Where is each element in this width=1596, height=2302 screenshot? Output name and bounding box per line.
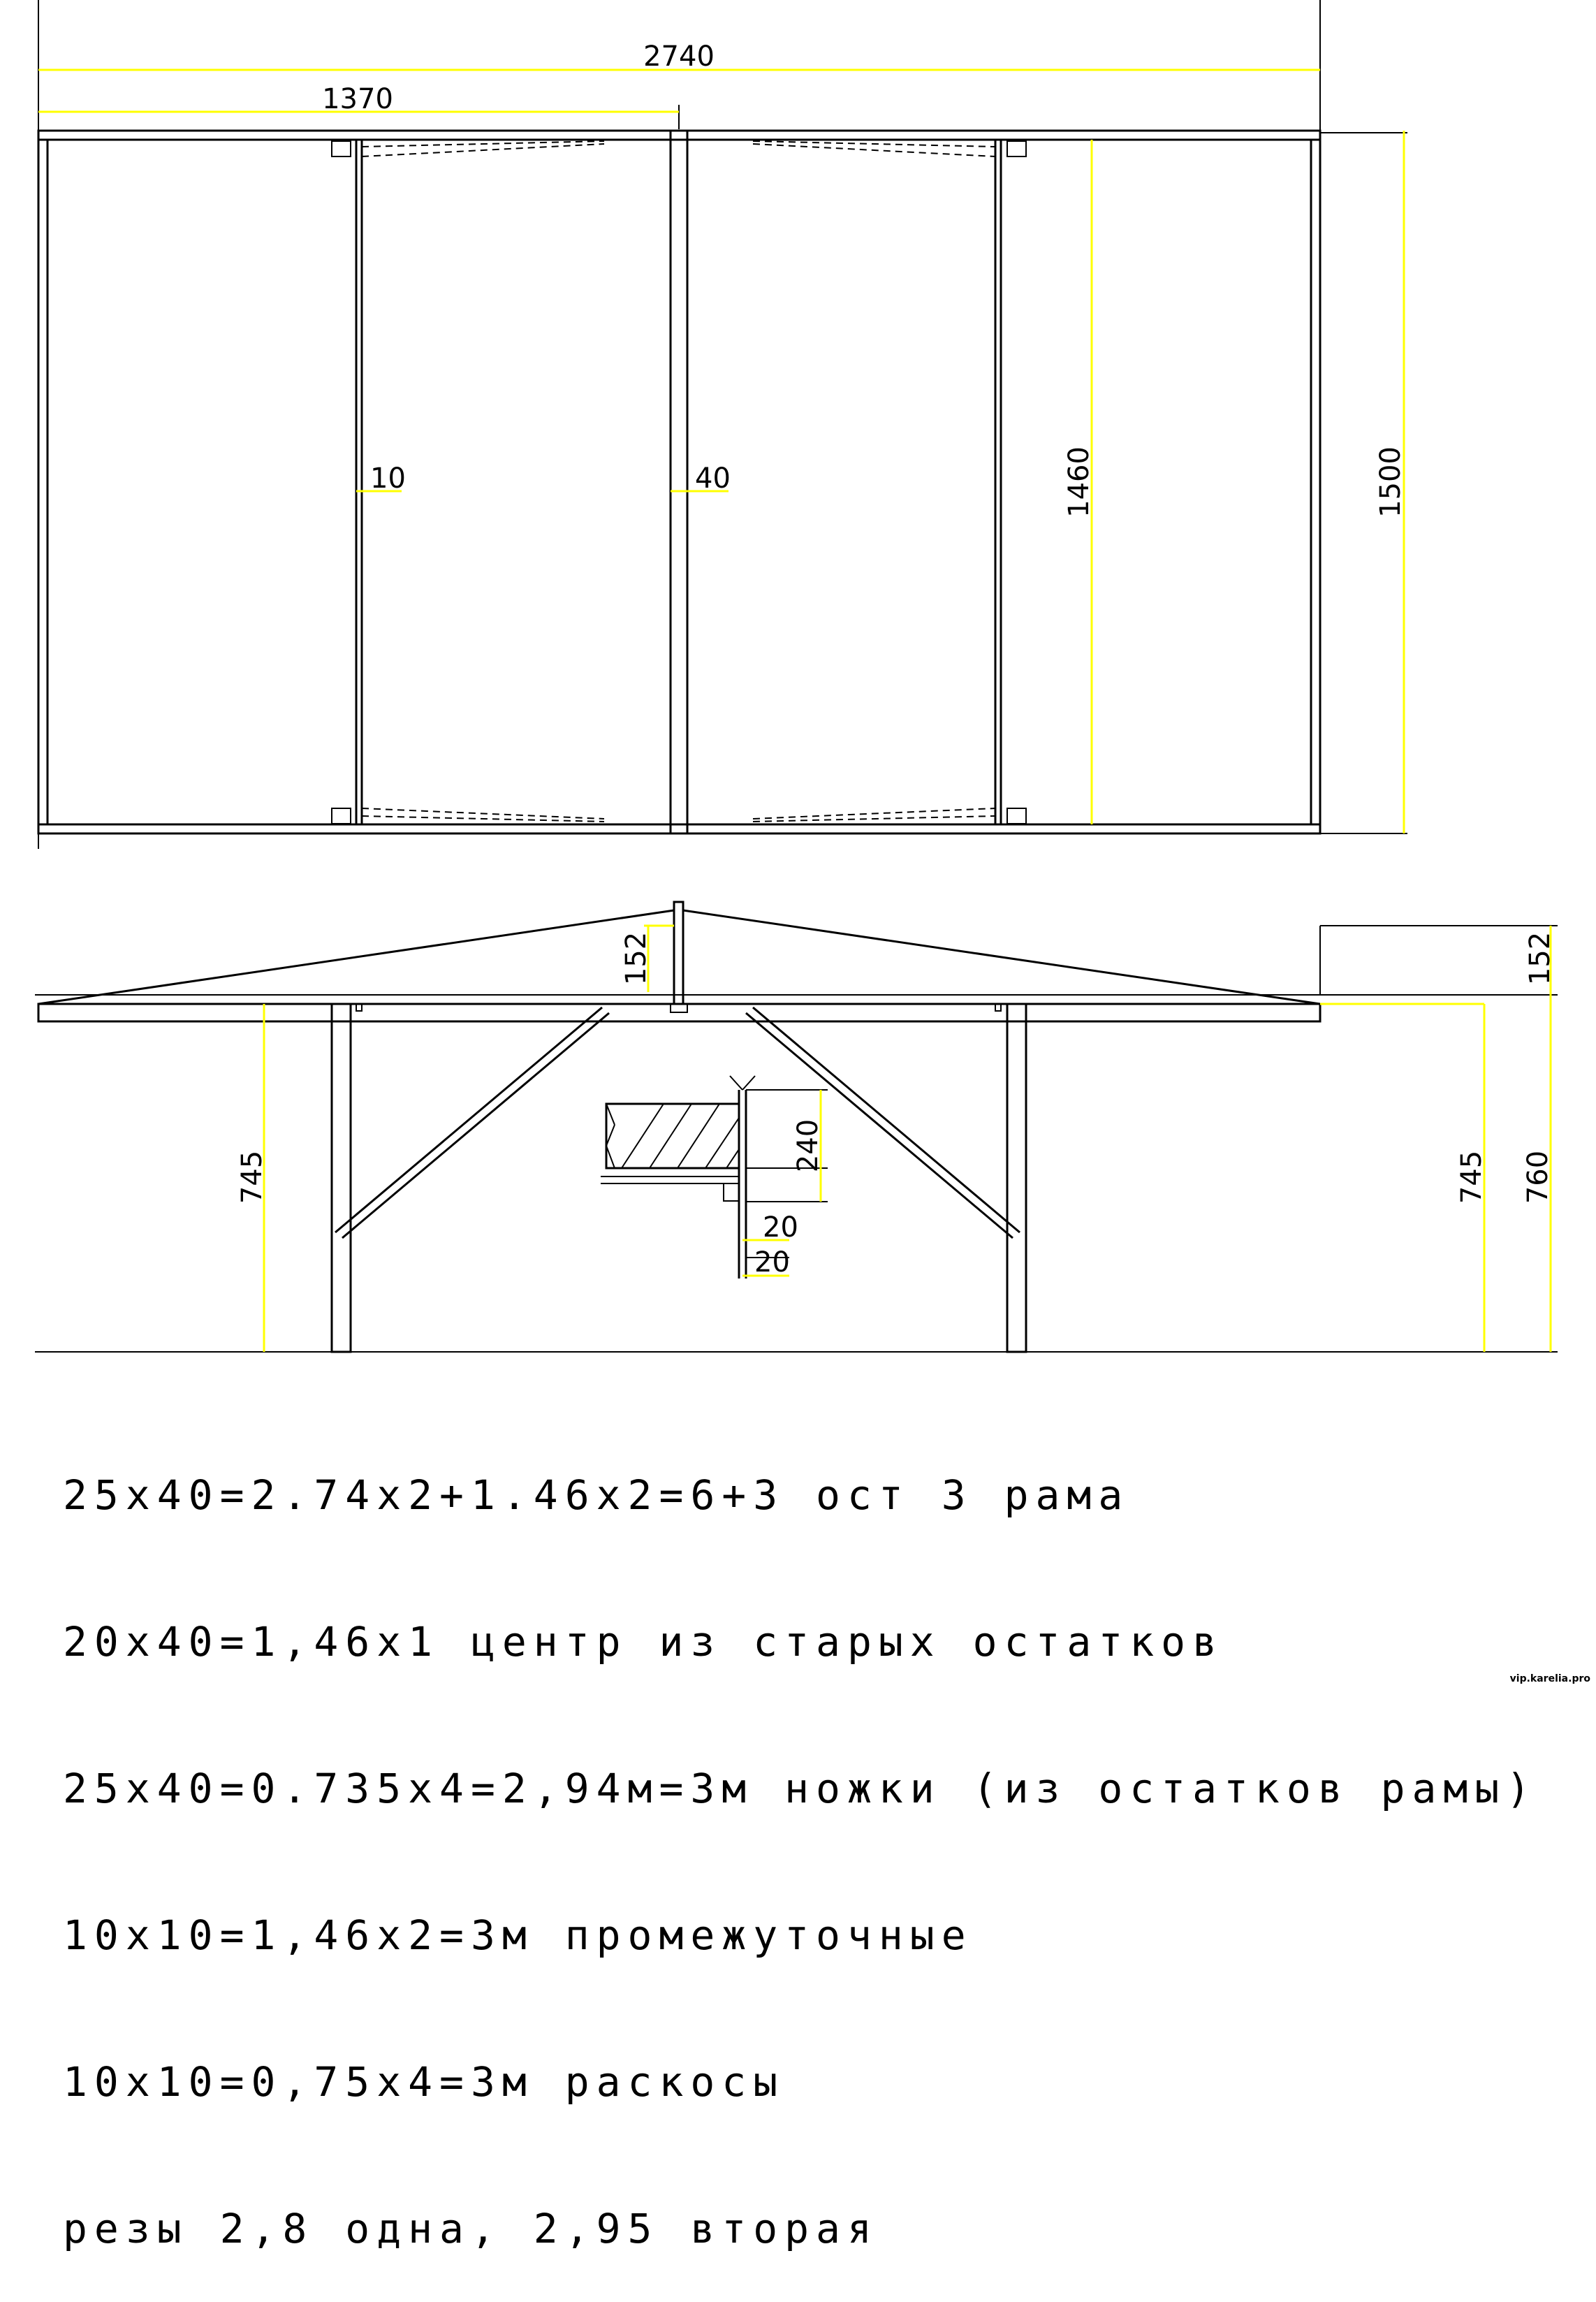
plan-view — [38, 0, 1407, 849]
center-post — [674, 902, 683, 1004]
material-notes — [63, 1373, 1537, 2302]
watermark: vip.karelia.pro — [1509, 1673, 1590, 1684]
note-line: 20x40=1,46x1 центр из старых остатков — [63, 1618, 1224, 1666]
note-line: 25x40=0.735x4=2,94м=3м ножки (из остатков рамы) — [63, 1765, 1538, 1812]
leg-left — [332, 1004, 351, 1352]
dim-1500-label: 1500 — [1375, 446, 1407, 518]
detail-section — [601, 1076, 828, 1279]
dim-20a-label: 20 — [763, 1211, 798, 1244]
dim-745-right-label: 745 — [1456, 1150, 1488, 1204]
brace-left — [335, 1007, 602, 1232]
dim-760-label: 760 — [1522, 1150, 1554, 1204]
dim-10-label: 10 — [370, 462, 406, 495]
dim-152-center-label: 152 — [620, 931, 652, 986]
outer-frame — [38, 131, 1320, 833]
note-line: резы 2,8 одна, 2,95 вторая — [63, 2205, 879, 2252]
dim-2740-label: 2740 — [643, 41, 715, 73]
note-line: 10x10=0,75x4=3м раскосы — [63, 2058, 785, 2106]
dim-20b-label: 20 — [754, 1246, 790, 1279]
dim-1460-label: 1460 — [1063, 446, 1095, 518]
dim-240-label: 240 — [792, 1119, 824, 1173]
dim-40-label: 40 — [695, 462, 731, 495]
center-rail — [671, 131, 687, 833]
dim-152-right-label: 152 — [1524, 931, 1556, 986]
note-line: 10x10=1,46x2=3м промежуточные — [63, 1911, 973, 1959]
side-view — [35, 902, 1558, 1352]
dim-1370-label: 1370 — [322, 83, 393, 115]
leg-right — [1007, 1004, 1026, 1352]
dim-745-left-label: 745 — [236, 1150, 268, 1204]
note-line: 25x40=2.74x2+1.46x2=6+3 ост 3 рама — [63, 1471, 1130, 1519]
